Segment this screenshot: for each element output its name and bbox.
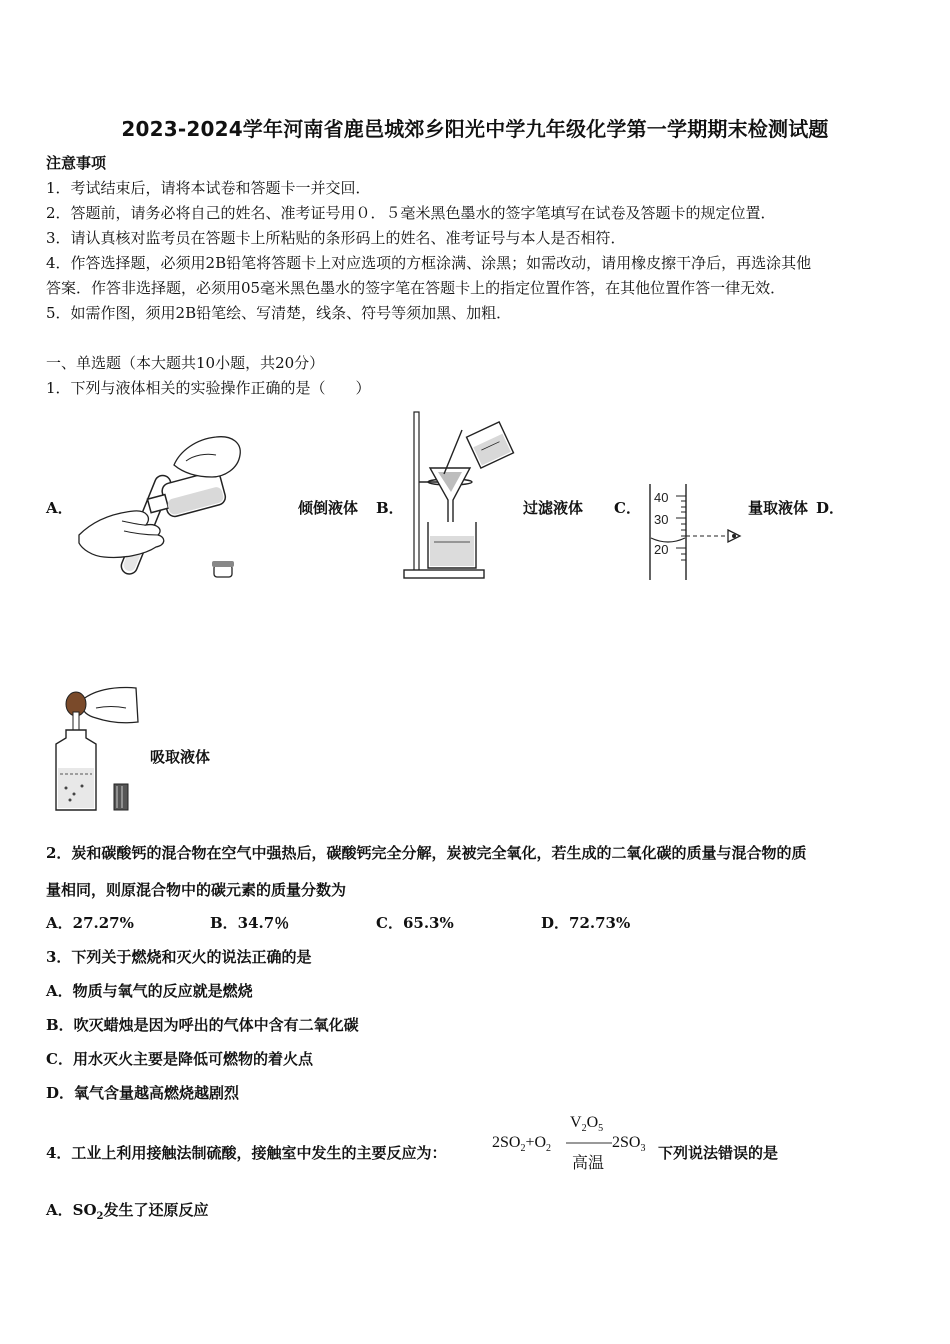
eq-cat-sub1: 2 (581, 1123, 587, 1135)
eq-so2-sub: 2 (520, 1143, 526, 1155)
cylinder-tick-30: 30 (654, 512, 669, 527)
q1-option-c-label: C． (614, 499, 641, 517)
eq-arrow-line (566, 1142, 616, 1146)
q3-stem: 3．下列关于燃烧和灭火的说法正确的是 (46, 948, 312, 966)
pouring-liquid-figure (74, 425, 254, 585)
eq-so2: 2SO (492, 1134, 521, 1151)
eq-o2-sub: 2 (546, 1143, 552, 1155)
dropper-figure (52, 684, 142, 816)
eq-cat-sub2: 5 (598, 1123, 604, 1135)
eq-cat-o: O (586, 1114, 599, 1131)
q1-option-d-caption: 吸取液体 (150, 748, 211, 766)
q1-option-b-label: B． (376, 499, 404, 517)
eq-catalyst (570, 1114, 603, 1134)
q2-stem-line1: 2．炭和碳酸钙的混合物在空气中强热后，碳酸钙完全分解，炭被完全氧化，若生成的二氧化碳的质量与混合物的质 (46, 844, 807, 862)
eq-product (612, 1134, 645, 1154)
notice-heading: 注意事项 (46, 154, 107, 172)
q4-option-a (46, 1199, 209, 1222)
eq-reactants (492, 1134, 551, 1154)
q3-option-a: A．物质与氧气的反应就是燃烧 (46, 982, 253, 1000)
measuring-cylinder-figure (646, 480, 746, 584)
filtration-figure (400, 410, 515, 582)
eq-so3-sub: 3 (640, 1143, 646, 1155)
notice-item-3: 3．请认真核对监考员在答题卡上所粘贴的条形码上的姓名、准考证号与本人是否相符． (46, 229, 626, 247)
eq-so3: 2SO (612, 1134, 641, 1151)
notice-item-2: 2．答题前，请务必将自己的姓名、准考证号用０．５毫米黑色墨水的签字笔填写在试卷及答题卡的规定位置． (46, 204, 776, 222)
notice-item-5: 5．如需作图，须用2B铅笔绘、写清楚，线条、符号等须加黑、加粗． (46, 304, 512, 322)
q4-option-a-post: 发生了还原反应 (103, 1201, 209, 1219)
eq-cat-v: V (570, 1114, 582, 1131)
q1-option-b-caption: 过滤液体 (523, 499, 584, 517)
notice-item-4: 4．作答选择题，必须用2B铅笔将答题卡上对应选项的方框涂满、涂黑；如需改动，请用橡皮擦干净后，再选涂其他 (46, 254, 812, 272)
q4-option-a-pre: A．SO (46, 1201, 97, 1219)
q1-option-a-label: A． (46, 499, 73, 517)
q1-option-d-label: D． (816, 499, 845, 517)
q1-option-c-caption: 量取液体 (748, 499, 809, 517)
eq-condition: 高温 (572, 1155, 605, 1172)
reaction-equation (492, 1112, 662, 1176)
q2-option-d: D．72.73% (541, 914, 631, 932)
q2-option-c: C．65.3% (376, 914, 454, 932)
q4-option-a-sub: 2 (96, 1211, 104, 1222)
q2-option-a: A．27.27% (46, 914, 134, 932)
q4-stem-after: 下列说法错误的是 (658, 1144, 779, 1162)
eq-o2: +O (525, 1134, 547, 1151)
q4-stem: 4．工业上利用接触法制硫酸，接触室中发生的主要反应为： (46, 1144, 447, 1162)
q2-stem-line2: 量相同，则原混合物中的碳元素的质量分数为 (46, 881, 347, 899)
q3-option-d: D．氧气含量越高燃烧越剧烈 (46, 1084, 240, 1102)
notice-item-1: 1．考试结束后，请将本试卷和答题卡一并交回． (46, 179, 371, 197)
page-title: 2023-2024学年河南省鹿邑城郊乡阳光中学九年级化学第一学期期末检测试题 (121, 117, 829, 141)
q3-option-c: C．用水灭火主要是降低可燃物的着火点 (46, 1050, 313, 1068)
q3-option-b: B．吹灭蜡烛是因为呼出的气体中含有二氧化碳 (46, 1016, 359, 1034)
q1-option-a-caption: 倾倒液体 (298, 499, 359, 517)
q1-stem: 1．下列与液体相关的实验操作正确的是（ ） (46, 379, 371, 397)
cylinder-tick-20: 20 (654, 542, 669, 557)
cylinder-tick-40: 40 (654, 490, 669, 505)
section-heading: 一、单选题（本大题共10小题，共20分） (46, 354, 325, 372)
q2-option-b: B．34.7％ (210, 914, 290, 932)
notice-item-4-cont: 答案．作答非选择题，必须用05毫米黑色墨水的签字笔在答题卡上的指定位置作答，在其他位置作答一律无效． (46, 279, 786, 297)
